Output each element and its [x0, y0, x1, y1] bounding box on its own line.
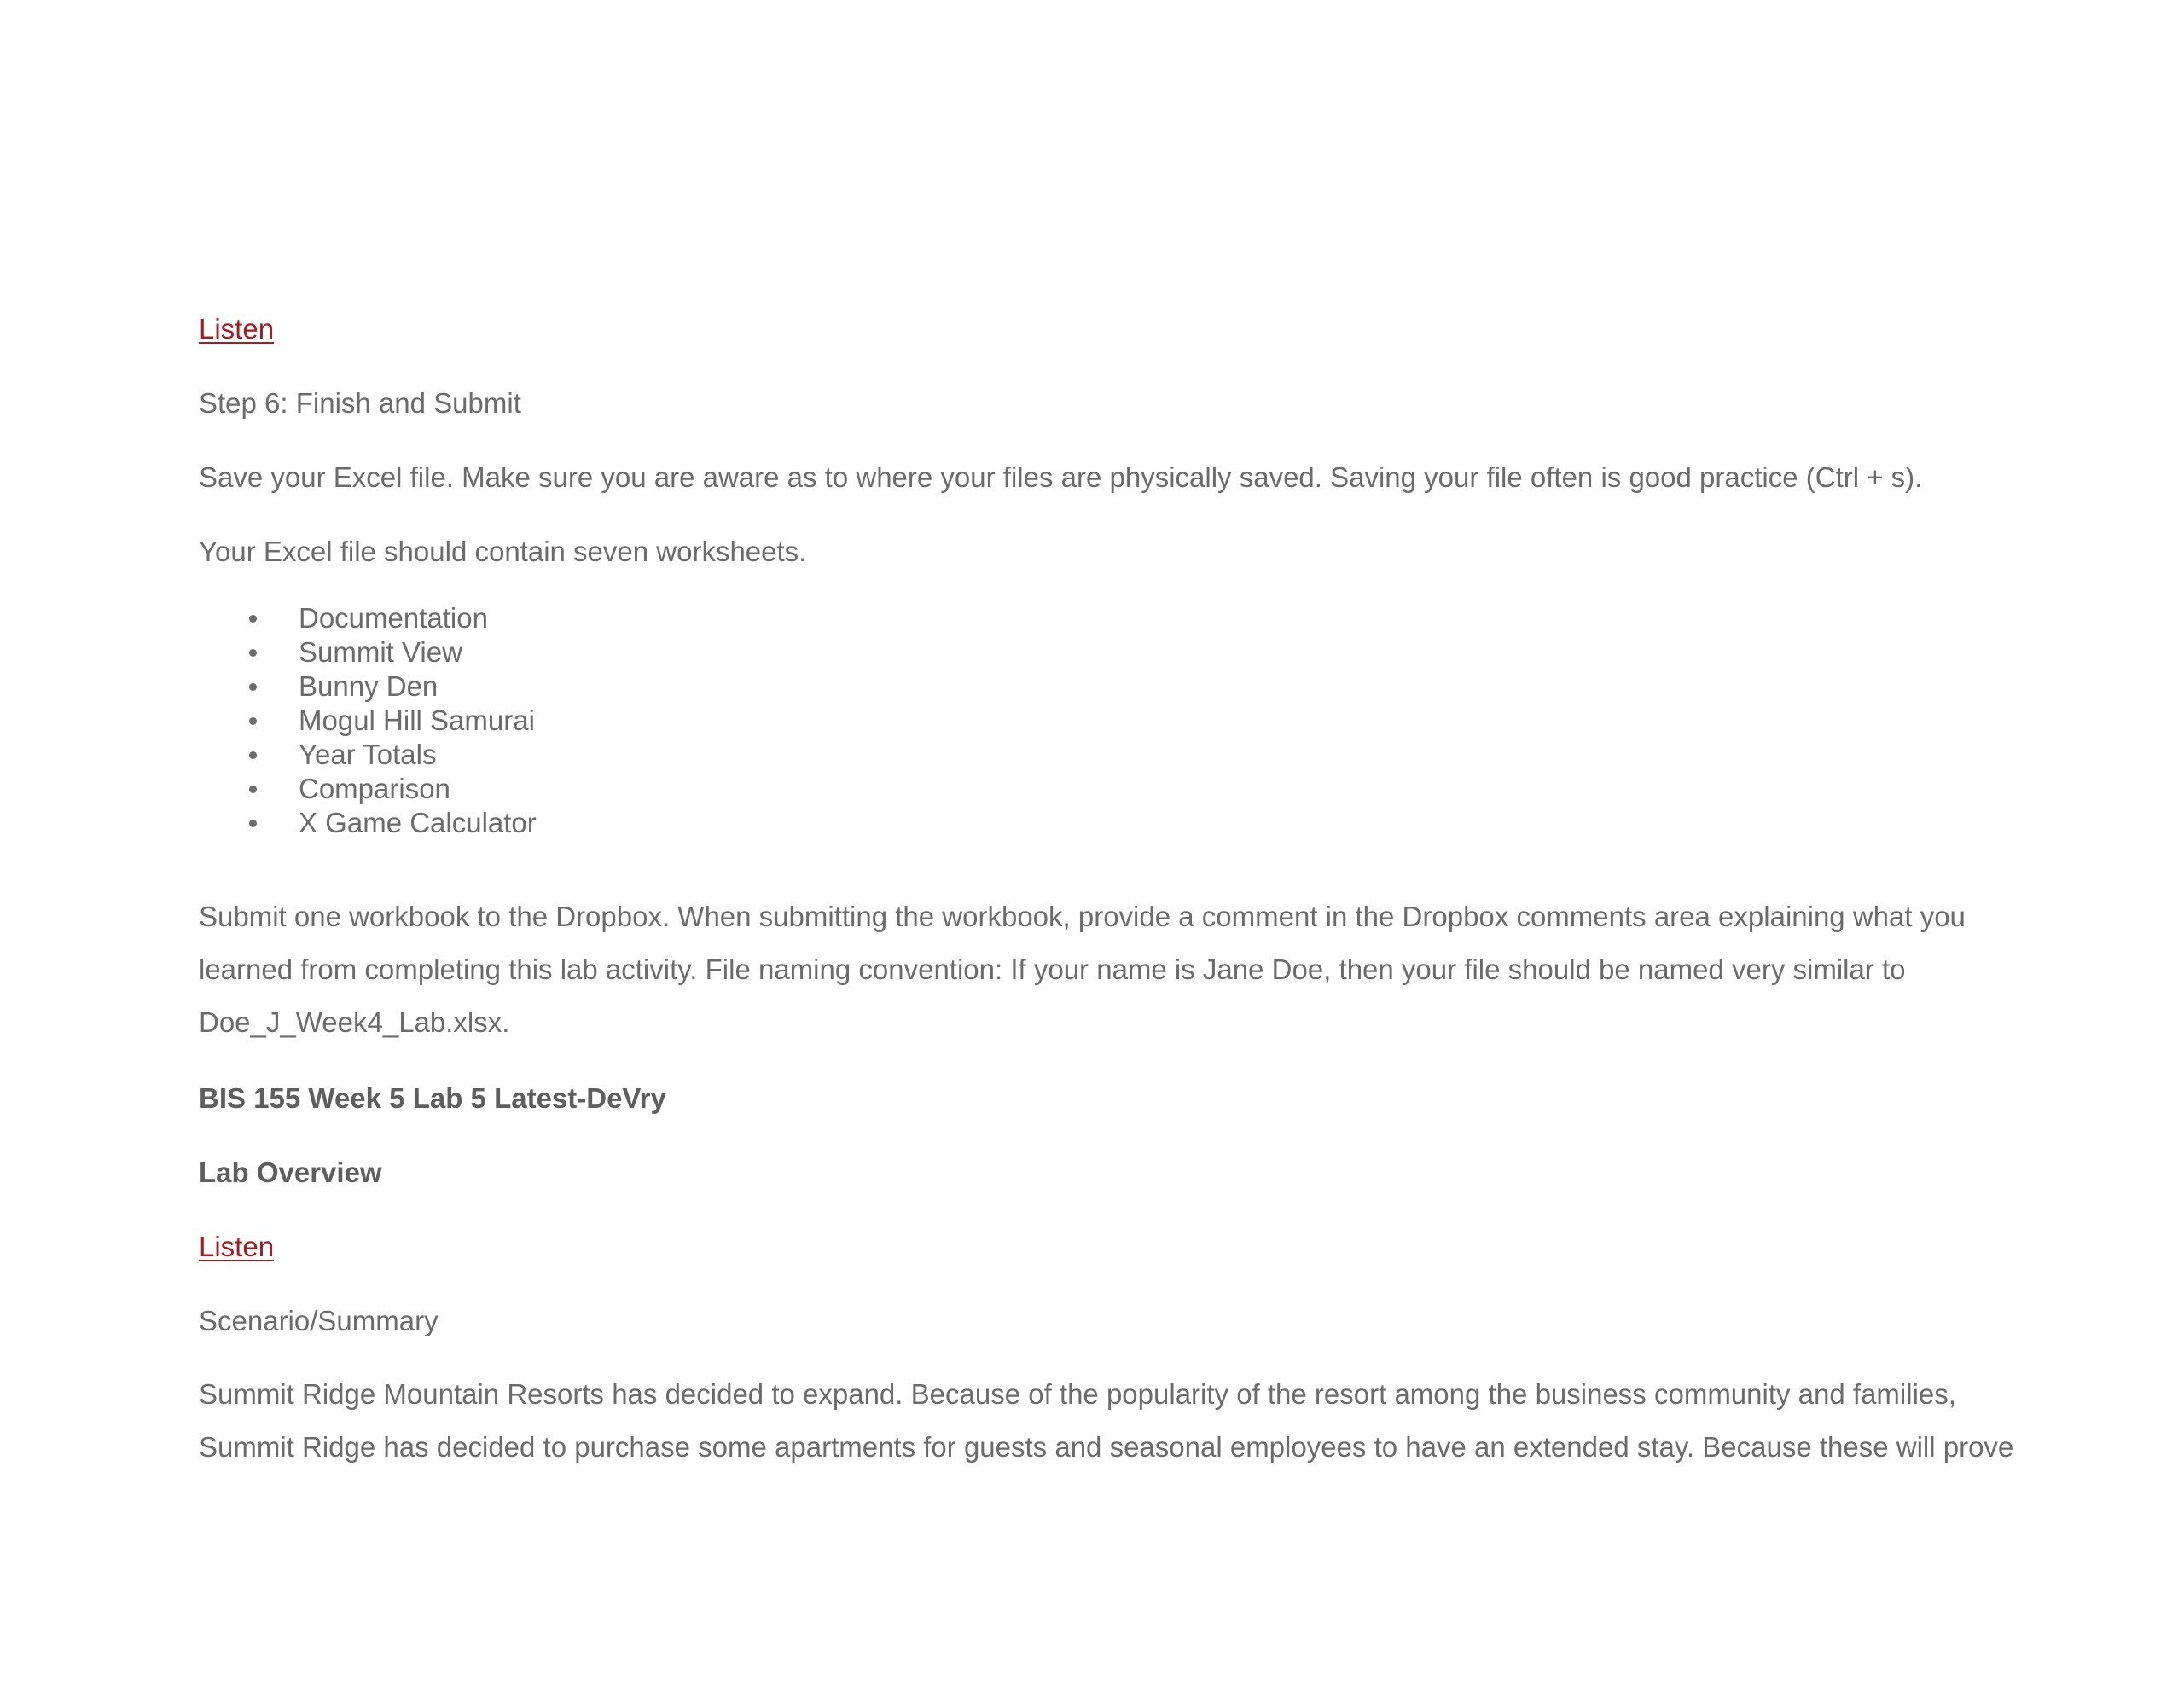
submit-line: Doe_J_Week4_Lab.xlsx. [199, 1006, 510, 1038]
worksheet-name: Mogul Hill Samurai [299, 704, 535, 736]
bullet-icon [249, 717, 257, 725]
scenario-heading: Scenario/Summary [199, 1305, 439, 1336]
bullet-icon [249, 649, 257, 657]
worksheets-intro: Your Excel file should contain seven worksheets. [199, 536, 807, 567]
lab5-title: BIS 155 Week 5 Lab 5 Latest-DeVry [199, 1082, 666, 1114]
list-item [199, 806, 537, 840]
list-item [199, 601, 537, 635]
list-item [199, 772, 537, 806]
step6-heading: Step 6: Finish and Submit [199, 387, 521, 419]
bullet-icon [249, 820, 257, 827]
scenario-paragraph [199, 1368, 2013, 1474]
list-item [199, 670, 537, 704]
worksheet-name: X Game Calculator [299, 807, 537, 838]
list-item [199, 704, 537, 738]
worksheet-name: Bunny Den [299, 670, 439, 702]
submit-line: learned from completing this lab activity. File naming convention: If your name is Jane Doe, then your file should be named very similar to [199, 954, 1906, 985]
lab-overview-heading: Lab Overview [199, 1157, 382, 1188]
worksheet-list [199, 601, 537, 840]
worksheet-name: Documentation [299, 602, 488, 634]
list-item [199, 635, 537, 670]
list-item [199, 738, 537, 772]
listen-link-lab5[interactable]: Listen [199, 1231, 275, 1262]
submit-paragraph [199, 890, 1966, 1049]
scenario-line: Summit Ridge Mountain Resorts has decided to expand. Because of the popularity of the resort among the business community and families, [199, 1378, 1956, 1410]
bullet-icon [249, 615, 257, 623]
bullet-icon [249, 751, 257, 759]
bullet-icon [249, 786, 257, 793]
listen-link-step6[interactable]: Listen [199, 313, 275, 345]
scenario-line: Summit Ridge has decided to purchase some apartments for guests and seasonal employees to have an extended stay. Because these will prove [199, 1431, 2014, 1463]
worksheet-name: Year Totals [299, 739, 437, 770]
worksheet-name: Summit View [299, 636, 462, 668]
worksheet-name: Comparison [299, 773, 450, 804]
save-instruction: Save your Excel file. Make sure you are aware as to where your files are physically saved. Saving your file often is good practice (Ctrl + s). [199, 461, 1923, 493]
bullet-icon [249, 683, 257, 691]
submit-line: Submit one workbook to the Dropbox. When submitting the workbook, provide a comment in the Dropbox comments area explaining what you [199, 901, 1966, 932]
